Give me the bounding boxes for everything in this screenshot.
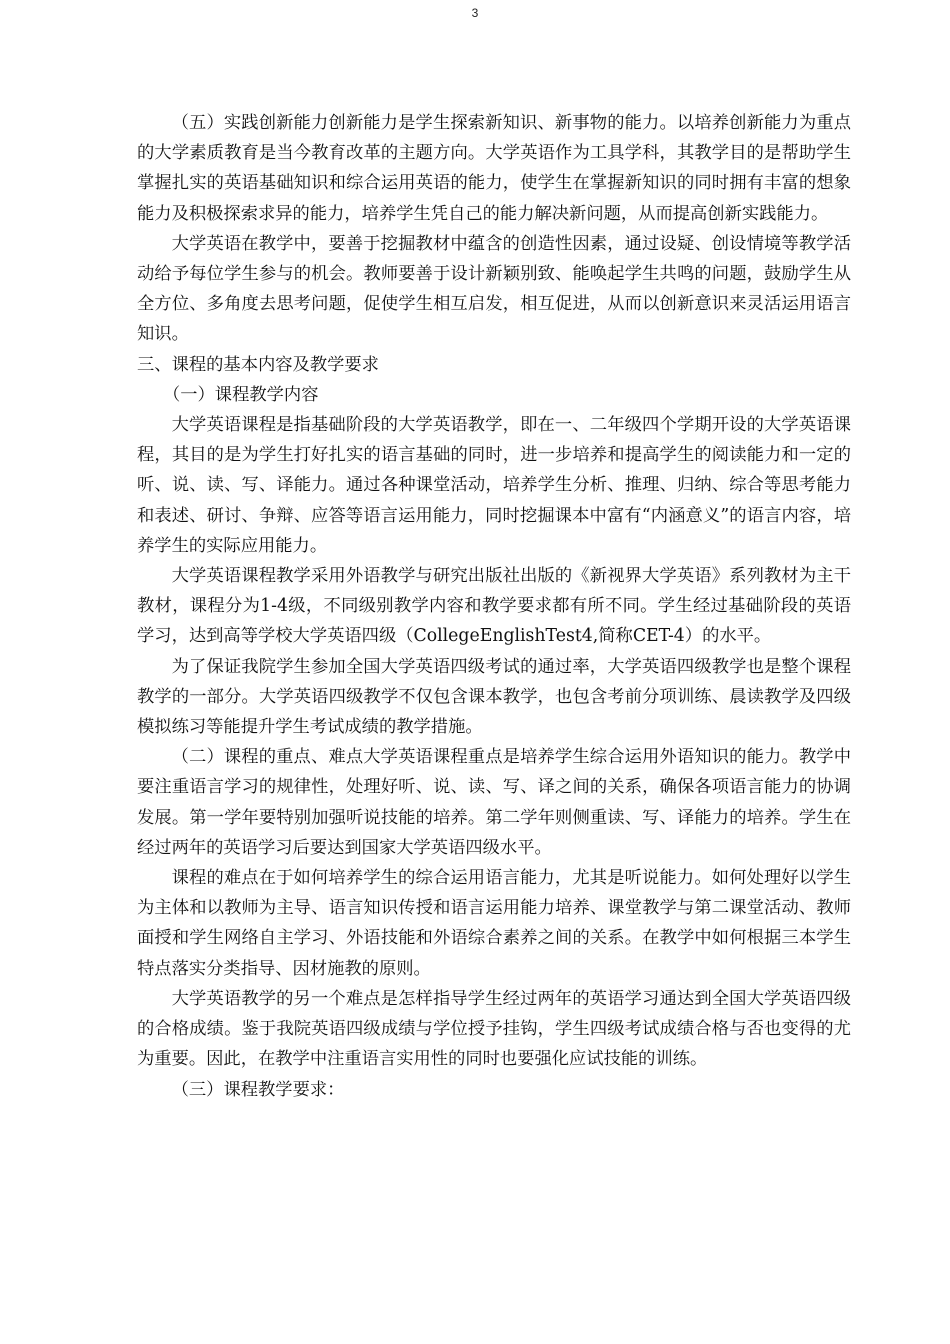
document-body	[137, 108, 851, 1105]
paragraph-practice-innovation: （五）实践创新能力创新能力是学生探索新知识、新事物的能力。以培养创新能力为重点的大学素质教育是当今教育改革的主题方向。大学英语作为工具学科，其教学目的是帮助学生掌握扎实的英语基础知识和综合运用英语的能力，使学生在掌握新知识的同时拥有丰富的想象能力及积极探索求异的能力，培养学生凭自己的能力解决新问题，从而提高创新实践能力。	[137, 113, 851, 224]
subsection-heading-requirements: （三）课程教学要求：	[171, 1079, 345, 1100]
paragraph-difficulty-one: 课程的难点在于如何培养学生的综合运用语言能力，尤其是听说能力。如何处理好以学生为主体和以教师为主导、语言知识传授和语言运用能力培养、课堂教学与第二课堂活动、教师面授和学生网络自主学习、外语技能和外语综合素养之间的关系。在教学中如何根据三本学生特点落实分类指导、因材施教的原则。	[137, 868, 851, 979]
section-heading-course-content: 三、课程的基本内容及教学要求	[137, 354, 379, 375]
paragraph-cet4-teaching: 为了保证我院学生参加全国大学英语四级考试的通过率，大学英语四级教学也是整个课程教学的一部分。大学英语四级教学不仅包含课本教学，也包含考前分项训练、晨读教学及四级模拟练习等能提升学生考试成绩的教学措施。	[137, 656, 851, 738]
paragraph-course-definition: 大学英语课程是指基础阶段的大学英语教学，即在一、二年级四个学期开设的大学英语课程，其目的是为学生打好扎实的语言基础的同时，进一步培养和提高学生的阅读能力和一定的听、说、读、写、译能力。通过各种课堂活动，培养学生分析、推理、归纳、综合等思考能力和表述、研讨、争辩、应答等语言运用能力，同时挖掘课本中富有“内涵意义”的语言内容，培养学生的实际应用能力。	[137, 415, 851, 556]
paragraph-difficulty-two: 大学英语教学的另一个难点是怎样指导学生经过两年的英语学习通达到全国大学英语四级的合格成绩。鉴于我院英语四级成绩与学位授予挂钩，学生四级考试成绩合格与否也变得的尤为重要。因此，在教学中注重语言实用性的同时也要强化应试技能的训练。	[137, 988, 851, 1070]
subsection-heading-teaching-content: （一）课程教学内容	[162, 384, 319, 405]
page-number: 3	[471, 6, 479, 20]
paragraph-textbook: 大学英语课程教学采用外语教学与研究出版社出版的《新视界大学英语》系列教材为主干教材，课程分为1-4级，不同级别教学内容和教学要求都有所不同。学生经过基础阶段的英语学习，达到高等学校大学英语四级（CollegeEnglishTest4,简称CET-4）的水平。	[137, 566, 851, 647]
paragraph-key-points: （二）课程的重点、难点大学英语课程重点是培养学生综合运用外语知识的能力。教学中要注重语言学习的规律性，处理好听、说、读、写、译之间的关系，确保各项语言能力的协调发展。第一学年要特别加强听说技能的培养。第二学年则侧重读、写、译能力的培养。学生在经过两年的英语学习后要达到国家大学英语四级水平。	[137, 747, 851, 858]
paragraph-innovation-teaching: 大学英语在教学中，要善于挖掘教材中蕴含的创造性因素，通过设疑、创设情境等教学活动给予每位学生参与的机会。教师要善于设计新颖别致、能唤起学生共鸣的问题，鼓励学生从全方位、多角度去思考问题，促使学生相互启发，相互促进，从而以创新意识来灵活运用语言知识。	[137, 233, 851, 345]
